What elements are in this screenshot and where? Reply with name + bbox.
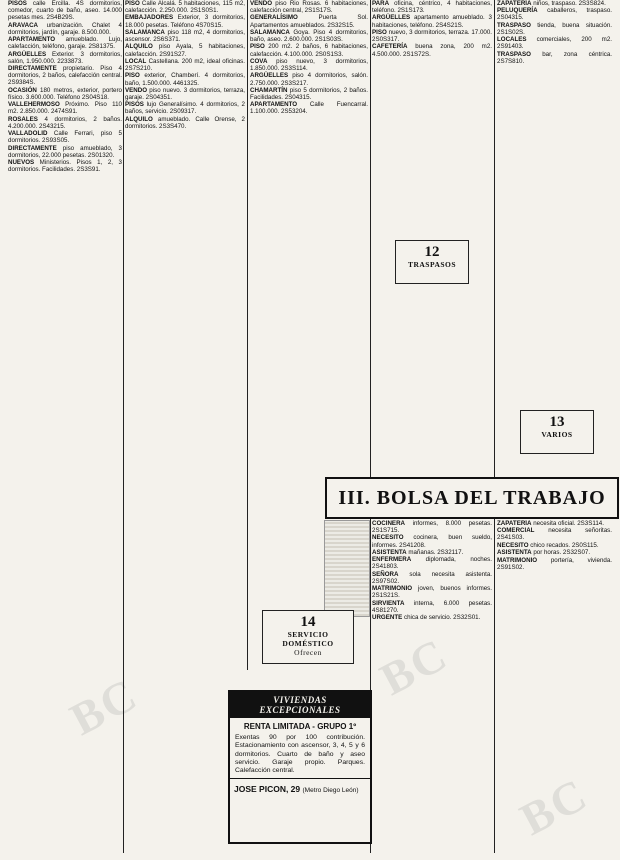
classified-ad-text: exterior, Chamberí. 4 dormitorios, baño, 1.500.000. 4461325.	[125, 72, 245, 87]
classified-ad-keyword: PISO	[250, 43, 265, 51]
ad-subheadline: RENTA LIMITADA - GRUPO 1º	[243, 722, 357, 731]
classified-ad	[125, 0, 245, 14]
halftone-photo	[324, 520, 370, 617]
classified-ad-keyword: SALAMANCA	[125, 28, 165, 36]
classified-ad-keyword: NUEVOS	[8, 159, 35, 167]
classified-ad-text: Calle Fuencarral. 1.100.000. 2S53204.	[250, 101, 368, 116]
classified-ad-keyword: PELUQUERÍA	[497, 7, 538, 15]
classified-ad-keyword: VALLADOLID	[8, 130, 48, 138]
classified-ad-keyword: DIRECTAMENTE	[8, 65, 57, 73]
classified-ad-keyword: MATRIMONIO	[372, 585, 413, 593]
classified-ad	[125, 14, 245, 28]
classified-ad	[8, 22, 122, 36]
classified-ad-keyword: URGENTE	[372, 614, 403, 622]
ad-body: Exentas 90 por 100 contribución. Estacionamiento con ascensor, 3, 4, 5 y 6 dormitorios. Cuarto de baño y aseo servicio. Garaje propio. Parques. Calefacción central.	[235, 734, 365, 775]
classified-ad-text: diplomada, noches. 2S41803.	[372, 556, 492, 571]
classified-ad-keyword: CHAMARTÍN	[250, 86, 288, 94]
classified-ad-text: 4 dormitorios, 2 baños. 4.200.000. 2S43215.	[8, 115, 122, 130]
classified-ad	[8, 36, 122, 50]
column-rule	[494, 0, 495, 853]
classified-ad-keyword: TRASPASO	[497, 50, 531, 58]
classified-ad-text: sola necesita asistenta. 2S97S02.	[372, 570, 492, 585]
column-rule	[123, 0, 124, 853]
section-number: 14	[300, 614, 316, 630]
ad-headline: VIVIENDAS EXCEPCIONALES	[230, 692, 370, 718]
classified-ad-text: piso Rio Rosas. 6 habitaciones, calefacción central, 2S1S17S.	[250, 0, 368, 15]
classified-ad-text: 180 metros, exterior, portero físico. 3.600.000. Teléfono 2S04S18.	[8, 86, 122, 101]
section-header-traspasos	[395, 240, 469, 284]
classified-ad-keyword: OCASIÓN	[8, 86, 37, 94]
classified-ad	[125, 72, 245, 86]
classified-ad-text: niños, traspaso. 2S3S824.	[531, 0, 606, 7]
classified-ad-text: bar, zona céntrica. 2S7S810.	[497, 50, 612, 65]
classified-ad	[125, 43, 245, 57]
ad-address-street: JOSE PICON, 29	[234, 784, 301, 795]
classified-ad-text: amueblado. Lujo, calefacción, teléfono, garaje. 2S81375.	[8, 36, 122, 51]
classified-ad-text: amueblado. Calle Orense, 2 dormitorios. 2S3S470.	[125, 115, 245, 130]
classified-ad-keyword: ENFERMERA	[372, 556, 412, 564]
classified-ad-text: Próximo. Piso 110 m2. 2.850.000. 2474S91.	[8, 101, 122, 116]
classified-ad	[250, 43, 368, 57]
classified-ad-text: por horas. 2S32S07.	[531, 549, 591, 557]
banner-title: III. BOLSA DEL TRABAJO	[338, 486, 606, 509]
classified-ad	[8, 101, 122, 115]
classified-ad-text: Exterior, 3 dormitorios, 18.000 pesetas. Teléfono 4S70S15.	[125, 14, 245, 29]
classified-ad-text: piso Ayala, 5 habitaciones, calefacción. 2S91S27.	[125, 43, 245, 58]
classified-ad	[497, 36, 612, 50]
classified-ad-text: mañanas. 2S32117.	[406, 548, 464, 556]
classified-ad	[125, 116, 245, 130]
classified-ad	[372, 0, 492, 14]
classified-ad-text: portería, vivienda. 2S91S02.	[497, 556, 612, 571]
classified-ad	[8, 51, 122, 65]
classified-ad-keyword: PISOS	[8, 0, 27, 7]
classified-ad	[497, 520, 612, 527]
classified-ad-text: cocinera, buen sueldo, informes. 2S41208.	[372, 534, 492, 549]
classified-ad	[250, 72, 368, 86]
classified-ad	[8, 116, 122, 130]
classified-ad	[497, 7, 612, 21]
classified-ad-text: chica de servicio. 2S32S01.	[402, 614, 481, 622]
classified-ad-text: piso nuevo. 3 dormitorios, terraza, garaje. 2S04351.	[125, 86, 245, 101]
classified-ad-keyword: PISO	[125, 72, 140, 80]
classified-ad-keyword: SALAMANCA	[250, 28, 290, 36]
classified-ad	[372, 585, 492, 599]
classified-ad-text: 200 m2. 2 baños, 6 habitaciones, calefacción. 4.100.000. 2S0S1S3.	[250, 43, 368, 58]
classified-ad-keyword: GENERALÍSIMO	[250, 14, 298, 22]
classified-ad-keyword: CAFETERÍA	[372, 43, 408, 51]
bolsa-del-trabajo-banner	[325, 477, 619, 519]
classified-ad-text: urbanización. Chalet 4 dormitorios, jardín, garaje. 8.500.000.	[8, 21, 122, 36]
classified-ad-keyword: SIRVIENTA	[372, 599, 405, 607]
section-label: TRASPASOS	[407, 260, 457, 269]
classified-ad-text: chico recados. 2S0S115.	[528, 541, 599, 549]
classified-ad-text: buena zona, 200 m2. 4.500.000. 2S1S72S.	[372, 43, 492, 58]
classified-ad	[372, 43, 492, 57]
column-4	[372, 0, 492, 230]
classified-ad-text: Ministerios. Pisos 1, 2, 3 dormitorios. Facilidades. 2S3S91.	[8, 159, 122, 174]
classified-ad	[372, 520, 492, 534]
section-label: SERVICIO DOMÉSTICO	[282, 630, 334, 648]
classified-ad-keyword: DIRECTAMENTE	[8, 144, 57, 152]
classified-ad-keyword: VENDO	[250, 0, 273, 7]
section-sub: Ofrecen	[294, 648, 322, 657]
classified-ad-keyword: PISOS	[125, 101, 144, 109]
classified-ad-keyword: SEÑORA	[372, 570, 399, 578]
classified-ad-text: piso 4 dormitorios, salón. 2.750.000. 2S3S217.	[250, 72, 368, 87]
classified-ad-text: oficina, céntrico, 4 habitaciones, teléfono. 2S1S173.	[372, 0, 492, 15]
classified-ad	[372, 614, 492, 621]
classified-ad	[372, 14, 492, 28]
section-header-varios	[520, 410, 594, 454]
classified-ad	[372, 549, 492, 556]
classified-ad-text: piso 5 dormitorios, 2 baños. Facilidades. 2S04315.	[250, 86, 368, 101]
watermark: BC	[62, 668, 146, 745]
classified-ad-text: joven, buenos informes. 2S1S21S.	[372, 585, 492, 600]
classified-ad-text: caballeros, traspaso. 2S04315.	[497, 7, 612, 22]
classified-ad	[125, 29, 245, 43]
classified-ad-keyword: COMERCIAL	[497, 527, 535, 535]
classified-ad	[125, 58, 245, 72]
classified-ad-keyword: ZAPATERÍA	[497, 520, 532, 527]
classified-ad-text: interna, 6.000 pesetas. 4S81270.	[372, 599, 492, 614]
classified-ad	[250, 29, 368, 43]
classified-ad-text: nuevo, 3 dormitorios, terraza. 17.000. 2S0S317.	[372, 28, 492, 44]
classified-ad-keyword: MATRIMONIO	[497, 556, 538, 564]
classified-ad	[497, 542, 612, 549]
classified-ad-text: Calle Ferrari, piso 5 dormitorios. 2S93S05.	[8, 130, 122, 145]
classified-ad	[8, 145, 122, 159]
classified-ad-text: calle Ercilla. 4S dormitorios, comedor, cuarto de baño, aseo. 14.000 pesetas mes. 2S4B29S.	[8, 0, 122, 22]
classified-ad	[372, 29, 492, 43]
ad-address-metro: (Metro Diego León)	[302, 787, 359, 795]
classified-ad-text: Calle Alcalá. 5 habitaciones, 115 m2, calefacción. 2.250.000. 2S1S0S1.	[125, 0, 245, 15]
classified-ad	[8, 87, 122, 101]
classified-ad-keyword: ARGÜELLES	[8, 50, 47, 58]
classified-ad-keyword: NECESITO	[497, 541, 529, 549]
classified-ad	[250, 0, 368, 14]
classified-ad	[125, 101, 245, 115]
classified-ad	[8, 130, 122, 144]
classified-ad	[250, 14, 368, 28]
classified-ad	[497, 557, 612, 571]
classified-ad-keyword: LOCAL	[125, 57, 147, 65]
classified-ad-keyword: TRASPASO	[497, 21, 531, 29]
classified-ad-text: Castellana. 200 m2, ideal oficinas. 2S7S210.	[125, 57, 245, 73]
column-2	[125, 0, 245, 620]
classified-ad	[250, 87, 368, 101]
classified-ad-text: propietario. Piso 4 dormitorios, 2 baños, calefacción central. 2S9384S.	[8, 65, 122, 87]
classified-ad-text: Goya. Piso 4 dormitorios, baño, aseo. 2.600.000. 2S1S03S.	[250, 28, 368, 44]
column-5-lower	[497, 520, 612, 850]
classified-ad-text: tienda, buena situación. 2S1S02S.	[497, 21, 612, 36]
watermark: BC	[372, 628, 456, 705]
classified-ad	[497, 22, 612, 36]
classified-ad-text: Puerta Sol. Apartamentos amueblados. 2S32S15.	[250, 14, 368, 29]
classified-ad-keyword: ASISTENTA	[372, 548, 407, 556]
classified-ad	[372, 556, 492, 570]
classified-ad	[372, 571, 492, 585]
classified-ad-keyword: PISO	[125, 0, 140, 7]
section-number: 12	[424, 244, 440, 260]
section-number: 13	[549, 414, 565, 430]
classified-ad-keyword: VENDO	[125, 86, 148, 94]
classified-ad-keyword: ALQUILO	[125, 115, 153, 123]
classified-ad-keyword: LOCALES	[497, 36, 527, 44]
classified-ad-text: piso 118 m2, 4 dormitorios, ascensor. 2S6S371.	[125, 28, 245, 44]
classified-ad-keyword: PISO	[372, 28, 387, 36]
classified-ad-keyword: ALQUILO	[125, 43, 153, 51]
section-label: VARIOS	[541, 430, 573, 439]
classified-ad-text: necesita señoritas. 2S41S03.	[497, 527, 612, 542]
classified-ad-keyword: ZAPATERÍA	[497, 0, 532, 7]
column-rule	[247, 0, 248, 670]
classified-ad-keyword: ROSALES	[8, 115, 38, 123]
column-1	[8, 0, 122, 848]
classified-ad	[497, 51, 612, 65]
classified-ad-keyword: COCINERA	[372, 520, 406, 527]
classified-ad	[8, 65, 122, 86]
classified-ad-text: piso nuevo, 3 dormitorios, 1.850.000. 2S3S114.	[250, 57, 368, 73]
classified-ad-text: apartamento amueblado. 3 habitaciones, teléfono. 2S4S21S.	[372, 14, 492, 29]
classified-ad	[372, 534, 492, 548]
classified-ad	[125, 87, 245, 101]
classified-ad	[8, 0, 122, 21]
classified-ad-keyword: APARTAMENTO	[8, 36, 56, 44]
classified-ad-keyword: VALLEHERMOSO	[8, 101, 60, 109]
advertisement-viviendas	[228, 690, 372, 844]
watermark: BC	[512, 768, 596, 845]
classified-ad-text: Exterior. 3 dormitorios, salón, 1.950.000. 2233873.	[8, 50, 122, 65]
classified-ad-keyword: COVA	[250, 57, 268, 65]
classified-ad-keyword: APARTAMENTO	[250, 101, 298, 109]
classified-ad-text: necesita oficial. 2S3S114.	[531, 520, 604, 527]
classified-ad	[250, 58, 368, 72]
classified-ad-keyword: ARGÜELLES	[250, 72, 289, 80]
classified-ad	[497, 549, 612, 556]
classified-ad	[250, 101, 368, 115]
classified-ad-keyword: ARGÜELLES	[372, 14, 411, 22]
ad-address	[230, 778, 370, 799]
classified-ad	[497, 527, 612, 541]
classified-ad-keyword: PARA	[372, 0, 390, 7]
classified-ad-text: informes, 8.000 pesetas. 2S1S715.	[372, 520, 492, 535]
column-4-lower	[372, 520, 492, 860]
classified-ad	[8, 159, 122, 173]
classified-ad-keyword: EMBAJADORES	[125, 14, 174, 22]
classified-ad-keyword: NECESITO	[372, 534, 404, 542]
classified-ad-text: piso amueblado, 3 dormitorios, 22.000 pesetas. 2S01320.	[8, 144, 122, 159]
classified-ad	[372, 600, 492, 614]
classified-ad-text: lujo Generalísimo. 4 dormitorios, 2 baños, servicio. 2S09317.	[125, 101, 245, 116]
section-header-servicio-domestico	[262, 610, 354, 664]
classified-ad-keyword: ASISTENTA	[497, 549, 532, 557]
classified-ad-keyword: ARAVACA	[8, 21, 39, 29]
classified-ad-text: comerciales, 200 m2. 2S91403.	[497, 36, 612, 51]
